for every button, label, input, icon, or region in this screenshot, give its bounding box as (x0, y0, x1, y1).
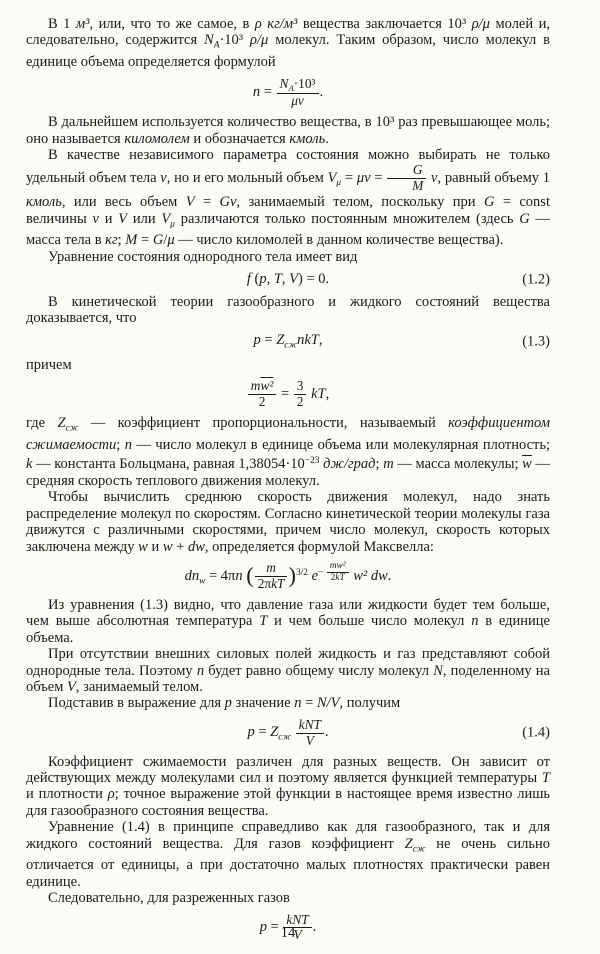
italic-run: M (412, 178, 424, 194)
italic-run: Z (276, 332, 285, 349)
page-content (26, 16, 550, 948)
fraction-denominator (294, 395, 307, 410)
italic-run: N (433, 662, 443, 679)
mean-bar-run: w² (260, 378, 274, 394)
italic-run: ρ (107, 786, 115, 803)
mean-bar-run: $\overline{w}$ (522, 456, 532, 473)
text-run: и (98, 210, 119, 227)
big-paren: ( (246, 562, 254, 588)
italic-run: V (67, 678, 76, 695)
text-run: где (26, 415, 58, 432)
paragraph (26, 249, 550, 265)
text-run: ·10³ (219, 32, 251, 49)
italic-run: киломолем (124, 130, 190, 147)
fraction-denominator (327, 573, 349, 584)
italic-run: V (305, 732, 314, 748)
paragraph (26, 819, 550, 890)
text-run: 2 (258, 394, 266, 410)
italic-run: p (259, 271, 267, 288)
paragraph (26, 890, 550, 906)
italic-run: p (259, 919, 267, 936)
text-run: . (324, 724, 329, 741)
equation-number: (1.3) (522, 333, 550, 350)
italic-run: kT (335, 572, 345, 583)
fraction-denominator (387, 179, 426, 194)
text-run: В качестве независимого параметра состояния можно выбирать не только удельный объем тела (26, 147, 550, 187)
text-run: молей и, следовательно, содержится (26, 16, 550, 49)
fraction-numerator (327, 561, 349, 573)
text-run: — число киломолей в данном количестве вещества). (174, 232, 504, 249)
text-run: = (277, 386, 293, 403)
text-run: Уравнение (1.4) в принципе справедливо как для газообразного, так и для жидкого состояний вещества. Для газов коэффициент (26, 819, 550, 852)
paragraph (26, 489, 550, 555)
text-run: — средняя скорость теплового движения молекул. (26, 456, 550, 489)
text-run: , занимаемый телом, поскольку при (236, 194, 484, 211)
italic-run: m (266, 560, 276, 575)
paragraph (26, 357, 550, 373)
text-run: . (325, 130, 329, 147)
italic-run: Z (270, 724, 279, 741)
paragraph (26, 754, 550, 820)
italic-run: kT (311, 386, 326, 403)
italic-run: m (250, 378, 261, 394)
italic-run: m (383, 456, 394, 473)
italic-run: G (519, 210, 530, 227)
italic-run: T (541, 770, 550, 786)
paragraph (26, 695, 550, 711)
fraction-denominator (296, 734, 324, 749)
italic-run: V (289, 271, 299, 288)
formula (253, 332, 323, 351)
text-run: , определяется формулой Максвелла: (204, 538, 434, 555)
italic-run: w² (353, 567, 368, 584)
subscript: w (199, 576, 206, 587)
superscript: 3/2 (295, 567, 308, 578)
text-run: Подставив в выражение для (48, 695, 225, 712)
italic-run: N (279, 75, 289, 91)
subscript: A (288, 82, 294, 93)
italic-run: p (224, 695, 232, 712)
fraction-numerator (255, 561, 288, 577)
fraction-numerator (248, 379, 277, 395)
italic-run: G (412, 162, 423, 178)
text-run: , (281, 271, 290, 288)
italic-run: k (26, 456, 33, 473)
italic-run: v (431, 170, 438, 187)
text-run: ) = 0. (298, 271, 330, 288)
formula (184, 560, 392, 591)
italic-run: n (196, 662, 205, 679)
italic-run: кмоль (26, 194, 62, 211)
text-run: в единице объема. (26, 613, 550, 646)
italic-run: kT (271, 575, 285, 591)
text-run: = (254, 724, 271, 741)
text-run: — константа Больцмана, равная 1,38054·10 (32, 456, 305, 473)
italic-run: дж/град (323, 456, 376, 473)
text-run: В 1 (48, 16, 76, 32)
fraction (327, 561, 349, 583)
text-run: и чем больше число молекул (267, 613, 472, 630)
text-run: , но и его мольный объем (166, 170, 328, 187)
text-run: , поделенному на объем (26, 662, 551, 695)
fraction-numerator (277, 77, 319, 95)
italic-run: p (247, 724, 255, 741)
italic-run: V (293, 927, 302, 943)
equation-number: (1.4) (522, 724, 550, 741)
italic-run: dw (187, 538, 205, 555)
text-run: = (341, 170, 357, 187)
text-run: / (163, 232, 168, 249)
fraction (255, 561, 288, 592)
fraction-numerator (296, 718, 324, 734)
text-run: вещества заключается 10³ (297, 16, 472, 32)
paragraph (26, 147, 550, 249)
text-run: причем (26, 357, 72, 373)
italic-run: M (125, 232, 138, 249)
italic-run: v (160, 170, 167, 187)
text-run: , равный объему 1 (437, 170, 550, 187)
italic-run: Z (404, 835, 413, 852)
subscript: сж (278, 732, 292, 743)
italic-run: V (118, 210, 128, 227)
italic-run: dn (184, 567, 200, 584)
italic-run: μv (291, 93, 304, 109)
formula-row (26, 716, 550, 751)
formula (247, 271, 329, 287)
text-run: = (301, 695, 317, 712)
subscript: A (213, 40, 220, 51)
italic-run: коэффициентом сжимаемости (26, 415, 551, 453)
text-run: различаются только постоянным множителем (здесь (174, 210, 520, 227)
text-run: , (318, 332, 323, 349)
text-run: не очень сильно отличается от единицы, а при достаточно малых плотностях практически равен единице. (26, 835, 550, 890)
paragraph (26, 16, 550, 71)
formula-row (26, 330, 550, 354)
text-run: и обозначается (189, 130, 290, 147)
text-run: Коэффициент сжимаемости различен для разных веществ. Он зависит от действующих между молекулами сил и поэтому является функцией температуры (26, 753, 550, 786)
text-run: ( (250, 271, 260, 288)
text-run: В кинетической теории газообразного и жидкого состояний вещества доказывается, что (26, 293, 550, 326)
italic-run: T (259, 613, 268, 630)
italic-run: dw (370, 567, 388, 584)
italic-run: nkT (297, 332, 319, 349)
italic-run: μv (356, 170, 371, 187)
italic-run: kNT (286, 911, 309, 927)
italic-run: n (235, 567, 243, 584)
text-run: ; (116, 436, 125, 453)
text-run: ; (375, 456, 384, 473)
text-run: или (127, 210, 162, 227)
text-run: , (266, 271, 274, 288)
text-run: будет равно общему числу молекул (204, 662, 434, 679)
paragraph (26, 646, 550, 695)
italic-run: w (138, 538, 148, 555)
text-run: ; точное выражение этой функции в настоящее время известно лишь для газообразного состояния вещества. (26, 786, 550, 819)
fraction (387, 163, 426, 194)
italic-run: ρ/μ (471, 16, 490, 32)
text-run: , занимаемый телом. (75, 678, 203, 695)
text-run: = const величины (26, 194, 550, 227)
fraction-denominator (277, 94, 319, 109)
text-run: 3 (296, 378, 304, 394)
paragraph (26, 114, 550, 147)
text-run: . (312, 919, 317, 936)
italic-run: e (307, 567, 319, 584)
text-run: , или, что то же самое, в (89, 16, 255, 32)
text-run: 2 (296, 394, 304, 410)
text-run: = (266, 919, 283, 936)
subscript: сж (284, 340, 298, 351)
italic-run: n (471, 613, 479, 630)
fraction-numerator (387, 163, 426, 179)
text-run: — число молекул в единице объема или молекулярная плотность; (131, 436, 550, 453)
text-run: ; (117, 232, 126, 249)
text-run: = 4π (205, 567, 236, 584)
text-run: 2π (257, 575, 272, 591)
italic-run: ρ кг/м³ (254, 16, 298, 32)
page-number: 14 (280, 925, 296, 941)
italic-run: T (273, 271, 282, 288)
formula-row (26, 75, 550, 112)
text-run: . (319, 84, 324, 101)
text-run: = (260, 84, 276, 101)
italic-run: N (204, 32, 214, 49)
subscript: μ (170, 218, 175, 229)
italic-run: N/V (316, 695, 340, 712)
italic-run: кмоль (289, 130, 326, 147)
italic-run: G (152, 232, 164, 249)
fraction-denominator (248, 395, 277, 410)
text-run: значение (231, 695, 295, 712)
superscript (318, 561, 350, 583)
italic-run: f (246, 271, 251, 288)
fraction (294, 379, 307, 410)
italic-run: ρ/μ (250, 32, 269, 49)
italic-run: v (92, 210, 99, 227)
italic-run: V (185, 194, 195, 211)
superscript: −23 (304, 456, 320, 467)
formula (247, 716, 329, 748)
fraction (296, 718, 324, 749)
paragraph (26, 597, 550, 646)
text-run: . (387, 567, 392, 584)
italic-run: mw² (329, 561, 346, 572)
fraction (277, 77, 319, 110)
text-run: Следовательно, для разреженных газов (48, 890, 290, 907)
italic-run: w (162, 538, 173, 555)
italic-run: Z (57, 415, 66, 432)
italic-run: μ (167, 232, 175, 249)
text-run: молекул. Таким образом, число молекул в единице объема определяется формулой (26, 32, 550, 71)
text-run: , (325, 386, 330, 403)
formula (247, 378, 330, 410)
text-run: − (318, 567, 326, 578)
subscript: сж (412, 843, 426, 854)
formula-row (26, 269, 550, 290)
text-run: — масса молекулы; (393, 456, 523, 473)
text-run: = (370, 170, 387, 187)
italic-run: V (161, 210, 171, 227)
italic-run: G (483, 194, 495, 211)
text-run: ·10³ (293, 75, 316, 91)
paragraph (26, 294, 550, 327)
fraction-denominator (255, 577, 288, 592)
text-run: При отсутствии внешних силовых полей жидкость и газ представляют собой однородные тела. Поэтому (26, 646, 550, 679)
text-run: , или весь объем (61, 194, 186, 211)
text-run: Уравнение состояния однородного тела имеет вид (48, 248, 358, 265)
italic-run: V (327, 170, 337, 187)
text-run: 2 (330, 572, 336, 583)
italic-run: n (252, 84, 261, 101)
italic-run: p (253, 332, 261, 349)
subscript: сж (65, 423, 79, 434)
italic-run: n (124, 436, 132, 453)
text-run (291, 724, 295, 740)
text-run: = (260, 332, 277, 349)
paragraph (26, 415, 550, 489)
text-run: + (172, 538, 188, 555)
text-run: В дальнейшем используется количество вещества, в 10³ раз превышающее моль; оно называется (26, 114, 550, 147)
text-run: и (147, 538, 163, 555)
subscript: μ (336, 178, 342, 189)
equation-number: (1.2) (522, 271, 550, 288)
text-run: — масса тела в (26, 210, 551, 249)
italic-run: n (294, 695, 302, 712)
italic-run: kNT (298, 716, 321, 732)
text-run: — коэффициент пропорциональности, называемый (78, 415, 449, 432)
text-run: Чтобы вычислить среднюю скорость движения молекул, надо знать распределение молекул по скоростям. Согласно кинетической теории молекулы газа движутся с различными скоростями, причем число молекул, скорость которых заключена между (26, 489, 550, 555)
italic-run: м³ (75, 16, 90, 32)
text-run: = (137, 232, 153, 249)
italic-run: Gv (219, 194, 237, 211)
italic-run: кг (105, 232, 118, 249)
fraction (248, 379, 277, 410)
text-run: , получим (339, 695, 401, 712)
text-run: = (194, 194, 220, 211)
big-paren: ) (288, 562, 296, 588)
text-run: Из уравнения (1.3) видно, что давление газа или жидкости будет тем больше, чем выше абсолютная температура (26, 596, 550, 630)
formula-row (26, 377, 550, 412)
fraction-numerator (294, 379, 307, 395)
text-run: и плотности (26, 786, 108, 803)
formula-row (26, 559, 550, 594)
